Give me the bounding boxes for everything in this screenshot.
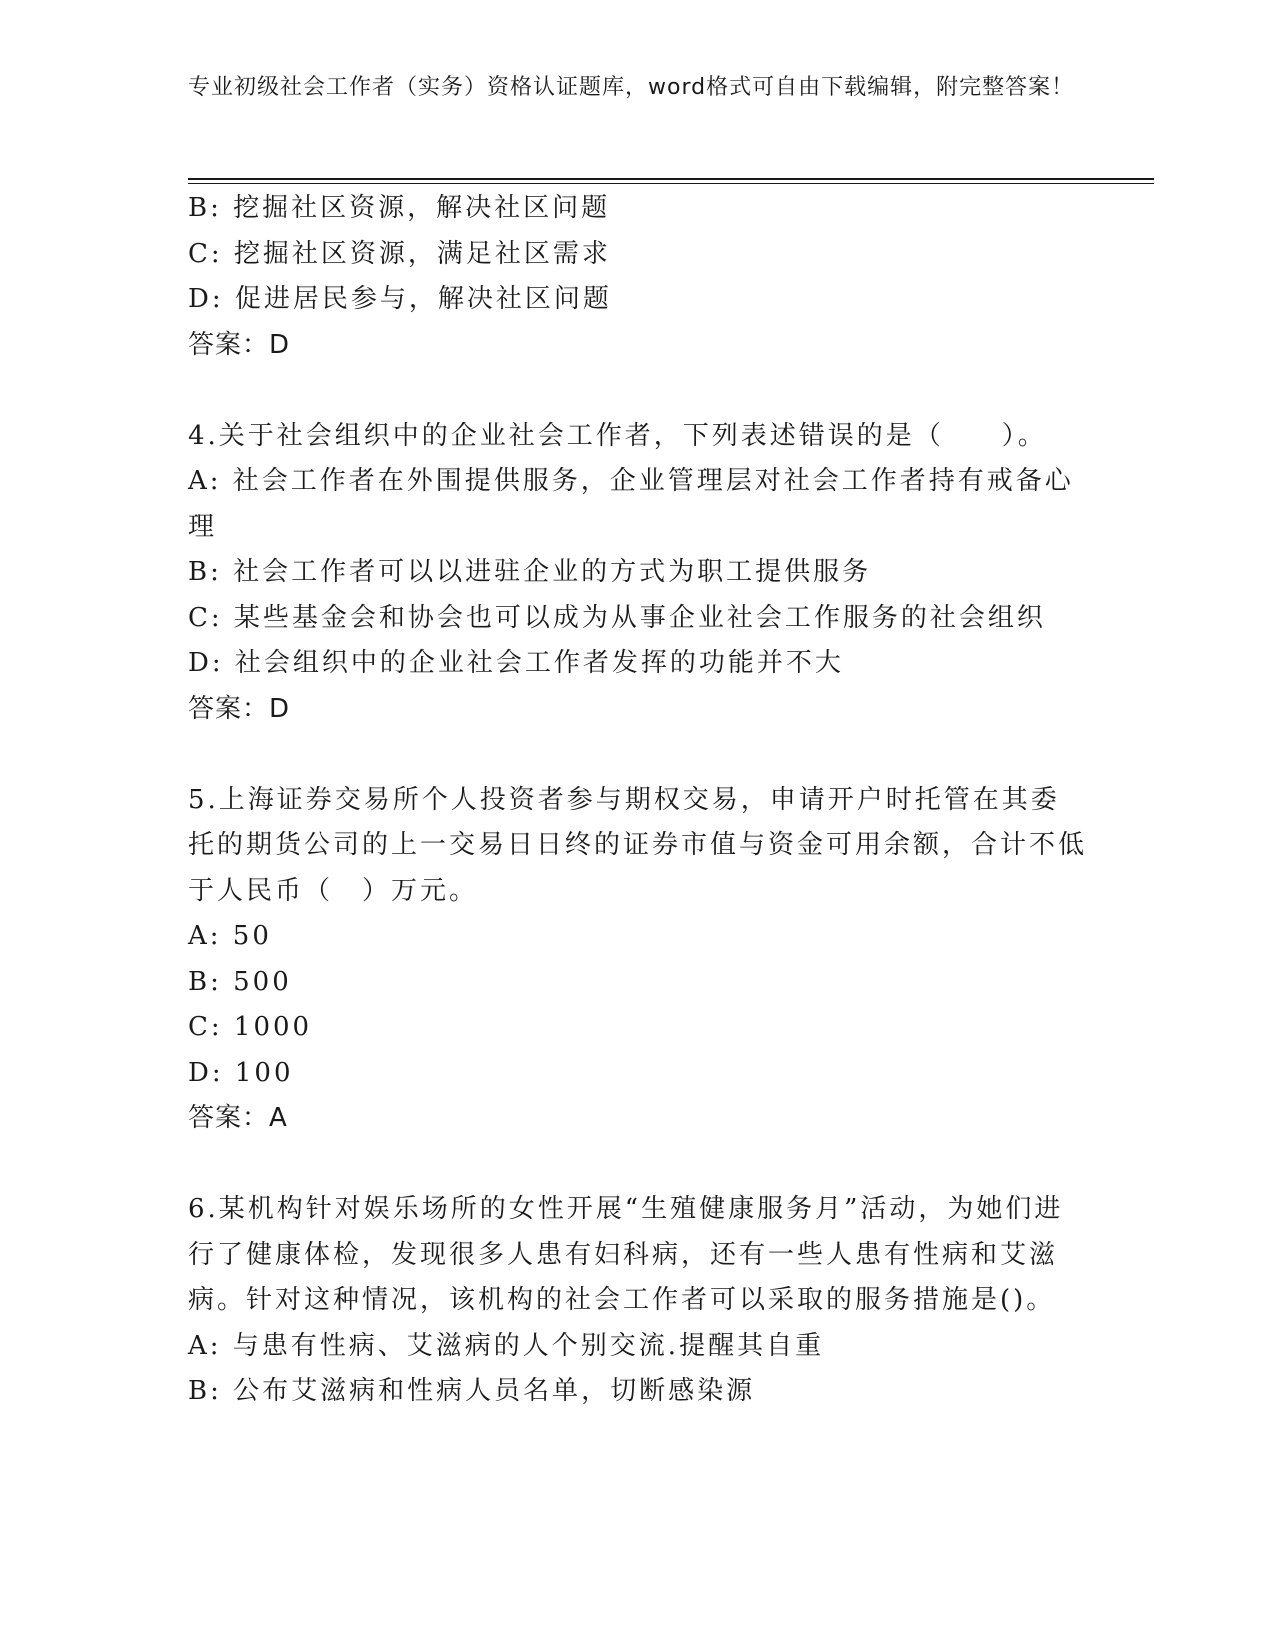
option-a: A: 50	[188, 921, 272, 951]
option-d: D: 促进居民参与，解决社区问题	[188, 284, 612, 314]
question-4	[188, 414, 1088, 733]
option-a: A: 与患有性病、艾滋病的人个别交流.提醒其自重	[188, 1330, 825, 1361]
question-3-tail	[188, 186, 1088, 368]
answer: 答案：D	[188, 693, 291, 724]
option-b: B: 公布艾滋病和性病人员名单，切断感染源	[188, 1376, 756, 1406]
option-d: D: 社会组织中的企业社会工作者发挥的功能并不大	[188, 648, 844, 678]
option-c: C: 1000	[188, 1012, 313, 1042]
question-stem: 5.上海证券交易所个人投资者参与期权交易，申请开户时托管在其委托的期货公司的上一交易日日终的证券市值与资金可用余额，合计不低于人民币（ ）万元。	[188, 784, 1088, 906]
option-b: B: 挖掘社区资源，解决社区问题	[188, 193, 611, 223]
option-a: A: 社会工作者在外围提供服务，企业管理层对社会工作者持有戒备心理	[188, 466, 1074, 542]
spacer	[188, 732, 1088, 778]
option-c: C: 某些基金会和协会也可以成为从事企业社会工作服务的社会组织	[188, 602, 1046, 633]
question-5	[188, 778, 1088, 1142]
option-c: C: 挖掘社区资源，满足社区需求	[188, 238, 611, 269]
header-text: 专业初级社会工作者（实务）资格认证题库，word格式可自由下载编辑，附完整答案！	[188, 75, 1075, 100]
spacer	[188, 368, 1088, 414]
page-header	[188, 72, 1078, 104]
answer: 答案：A	[188, 1103, 288, 1133]
question-6	[188, 1187, 1088, 1415]
answer: 答案：D	[188, 329, 291, 360]
question-stem: 6.某机构针对娱乐场所的女性开展“生殖健康服务月”活动，为她们进行了健康体检，发现很多人患有妇科病，还有一些人患有性病和艾滋病。针对这种情况，该机构的社会工作者可以采取的服务措施是()。	[188, 1194, 1064, 1315]
question-list	[188, 186, 1088, 1415]
spacer	[188, 1142, 1088, 1188]
header-rule-thin	[188, 183, 1154, 184]
question-stem: 4.关于社会组织中的企业社会工作者，下列表述错误的是（ ）。	[188, 420, 1047, 451]
option-d: D: 100	[188, 1057, 294, 1088]
header-rule-thick	[188, 178, 1154, 180]
option-b: B: 社会工作者可以以进驻企业的方式为职工提供服务	[188, 557, 872, 587]
option-b: B: 500	[188, 966, 292, 997]
